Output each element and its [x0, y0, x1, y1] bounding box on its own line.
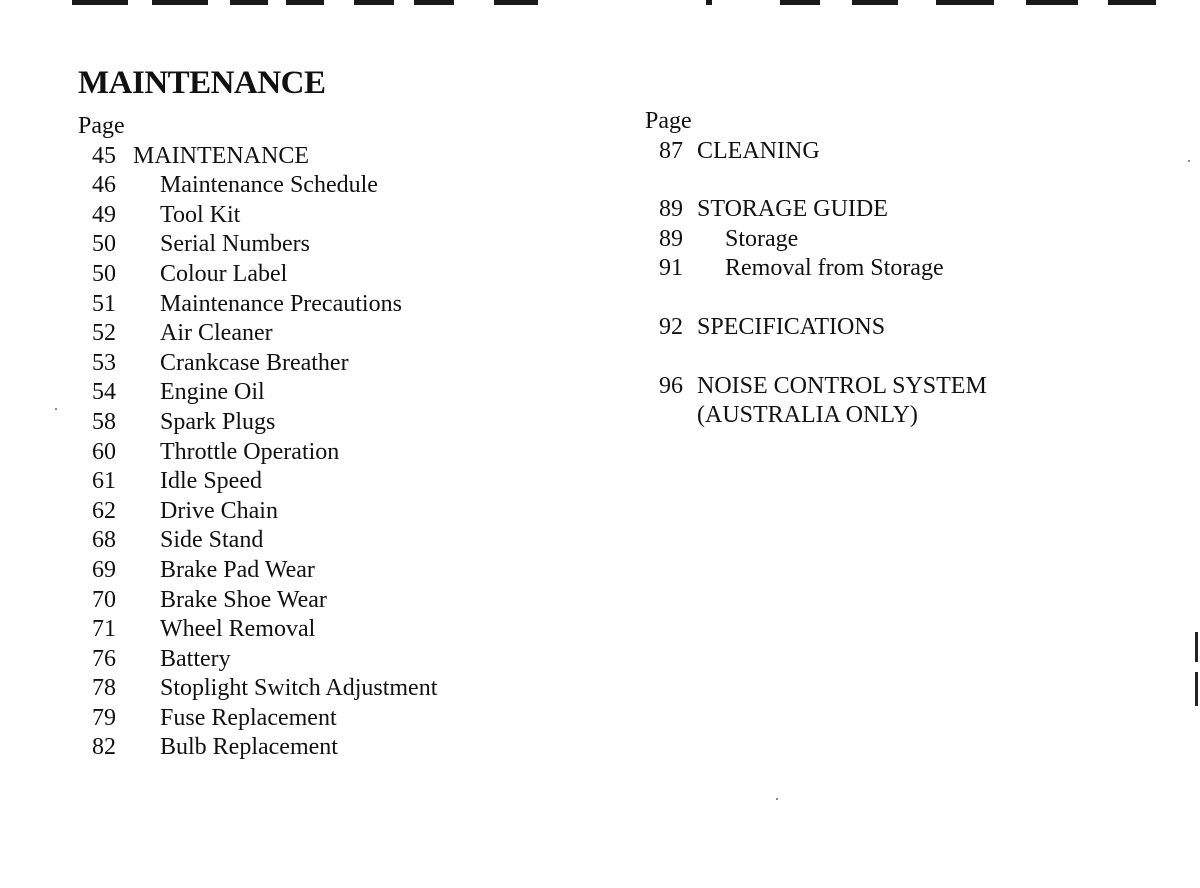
toc-section-entry-continued [645, 401, 987, 431]
toc-list [78, 171, 437, 763]
spacer [645, 343, 987, 372]
toc-label: Removal from Storage [725, 255, 944, 282]
toc-label: Drive Chain [160, 497, 278, 524]
toc-page-number: 79 [92, 704, 116, 731]
toc-left-column [78, 112, 437, 763]
toc-page-number: 51 [92, 290, 116, 317]
toc-page-number: 58 [92, 408, 116, 435]
toc-entry [78, 319, 437, 349]
toc-label: Maintenance Precautions [160, 290, 402, 317]
toc-entry [78, 556, 437, 586]
toc-section-entry [78, 142, 437, 172]
toc-label: Crankcase Breather [160, 349, 349, 376]
toc-page-number: 87 [659, 137, 683, 164]
toc-entry [78, 438, 437, 468]
toc-page-number: 70 [92, 586, 116, 613]
toc-page-number: 68 [92, 527, 116, 554]
toc-label: MAINTENANCE [133, 142, 309, 169]
tab-mark [354, 0, 394, 5]
toc-label: Stoplight Switch Adjustment [160, 675, 438, 702]
page-column-heading: Page [645, 108, 692, 134]
toc-page-number: 45 [92, 142, 116, 169]
toc-page-number: 76 [92, 645, 116, 672]
toc-page-number: 82 [92, 734, 116, 761]
tab-mark [494, 0, 538, 5]
tab-mark [286, 0, 324, 5]
toc-entry [78, 615, 437, 645]
toc-entry [78, 260, 437, 290]
toc-page-number: 50 [92, 231, 116, 258]
toc-label: Maintenance Schedule [160, 172, 378, 199]
toc-entry [78, 733, 437, 763]
spacer [645, 166, 987, 195]
tab-mark [152, 0, 208, 5]
toc-page-number: 71 [92, 616, 116, 643]
tab-mark [780, 0, 820, 5]
spacer [645, 284, 987, 313]
toc-label: Brake Pad Wear [160, 556, 315, 583]
toc-entry [78, 349, 437, 379]
scan-speck [1188, 160, 1190, 162]
toc-label: Air Cleaner [160, 320, 273, 347]
toc-page-number: 69 [92, 556, 116, 583]
toc-page-number: 60 [92, 438, 116, 465]
toc-label: Brake Shoe Wear [160, 586, 327, 613]
toc-page-number: 61 [92, 468, 116, 495]
toc-entry [78, 171, 437, 201]
toc-page-number: 96 [659, 372, 683, 399]
edge-mark [1195, 632, 1198, 662]
toc-label: Colour Label [160, 260, 288, 287]
toc-page-number: 49 [92, 201, 116, 228]
toc-section-entry [645, 372, 987, 402]
toc-page-number: 62 [92, 497, 116, 524]
scan-speck [776, 798, 778, 800]
toc-label: Spark Plugs [160, 408, 276, 435]
toc-page-number: 89 [659, 196, 683, 223]
page-column-heading: Page [78, 113, 125, 139]
tab-mark [852, 0, 898, 5]
toc-page-number: 92 [659, 313, 683, 340]
tab-mark [1108, 0, 1156, 5]
toc-label: Fuse Replacement [160, 704, 337, 731]
tab-mark [706, 0, 712, 5]
toc-label: STORAGE GUIDE [697, 196, 888, 223]
toc-section-entry [645, 313, 987, 343]
toc-page-number: 89 [659, 225, 683, 252]
toc-page-number: 78 [92, 675, 116, 702]
toc-entry [645, 254, 987, 284]
tab-mark [936, 0, 994, 5]
top-tab-strip [0, 0, 1200, 10]
toc-entry [78, 378, 437, 408]
toc-page-number: 91 [659, 255, 683, 282]
tab-mark [414, 0, 454, 5]
toc-entry [78, 230, 437, 260]
toc-label: Serial Numbers [160, 231, 310, 258]
toc-entry [78, 704, 437, 734]
toc-entry [78, 497, 437, 527]
toc-label: Battery [160, 645, 231, 672]
toc-entry [78, 408, 437, 438]
toc-label: Engine Oil [160, 379, 265, 406]
toc-label: Throttle Operation [160, 438, 340, 465]
toc-entry [78, 674, 437, 704]
toc-section-entry [645, 137, 987, 167]
page-title: MAINTENANCE [78, 65, 326, 101]
tab-mark [72, 0, 128, 5]
toc-label: SPECIFICATIONS [697, 313, 886, 340]
toc-entry [78, 467, 437, 497]
edge-mark [1195, 672, 1198, 706]
toc-page-number: 53 [92, 349, 116, 376]
toc-label: Bulb Replacement [160, 734, 338, 761]
toc-entry [78, 645, 437, 675]
toc-entry [78, 526, 437, 556]
toc-entry [78, 201, 437, 231]
toc-label: CLEANING [697, 137, 820, 164]
scan-speck [55, 408, 57, 410]
toc-label: Idle Speed [160, 468, 262, 495]
toc-entry [78, 586, 437, 616]
tab-mark [230, 0, 268, 5]
toc-label: Wheel Removal [160, 616, 316, 643]
toc-page-number: 54 [92, 379, 116, 406]
toc-label: Storage [725, 225, 799, 252]
toc-label: (AUSTRALIA ONLY) [697, 402, 918, 429]
toc-page-number: 52 [92, 320, 116, 347]
toc-entry [78, 290, 437, 320]
toc-label: NOISE CONTROL SYSTEM [697, 372, 987, 399]
toc-page-number: 46 [92, 172, 116, 199]
tab-mark [1026, 0, 1078, 5]
toc-right-column [645, 107, 987, 431]
toc-label: Tool Kit [160, 201, 241, 228]
toc-entry [645, 225, 987, 255]
toc-section-entry [645, 195, 987, 225]
toc-page-number: 50 [92, 260, 116, 287]
toc-label: Side Stand [160, 527, 264, 554]
